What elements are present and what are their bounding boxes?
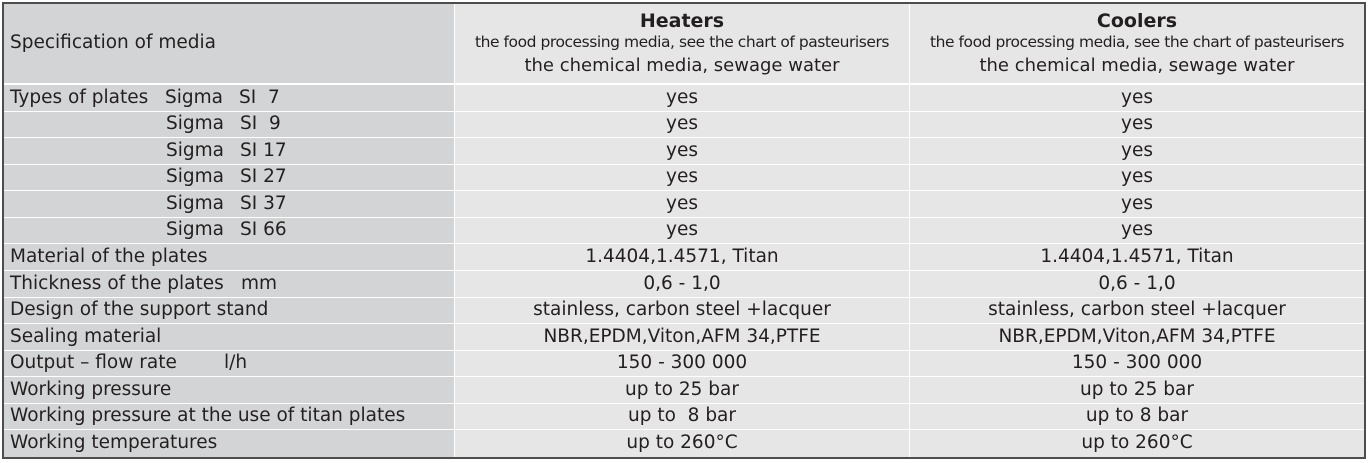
heaters-media-chemical: the chemical media, sewage water xyxy=(524,54,840,76)
thickness-coolers-value: 0,6 - 1,0 xyxy=(909,271,1364,298)
heaters-header xyxy=(454,4,909,85)
coolers-title: Coolers xyxy=(1096,10,1178,33)
flow-rate-label xyxy=(4,351,454,378)
thickness-label xyxy=(4,271,454,298)
sealing-coolers-value: NBR,EPDM,Viton,AFM 34,PTFE xyxy=(909,324,1364,351)
plate-code: SI 27 xyxy=(240,166,287,188)
spec-media-label xyxy=(4,4,454,85)
plate-name: Sigma xyxy=(165,86,223,108)
plate-coolers-value: yes xyxy=(909,191,1364,218)
plate-row-label xyxy=(4,112,454,139)
plate-name: Sigma xyxy=(166,219,224,241)
row-label-text: Working temperatures xyxy=(10,432,218,454)
working-pressure-label xyxy=(4,377,454,404)
plate-row-label xyxy=(4,85,454,112)
plate-row-label xyxy=(4,165,454,192)
heaters-media-food: the food processing media, see the chart of pasteurisers xyxy=(474,33,890,52)
titan-pressure-label xyxy=(4,404,454,431)
plate-code: SI 37 xyxy=(240,192,287,214)
plate-coolers-value: yes xyxy=(909,85,1364,112)
plate-coolers-value: yes xyxy=(909,165,1364,192)
working-temperature-label xyxy=(4,430,454,457)
row-label-text: Material of the plates xyxy=(10,245,208,267)
plate-coolers-value: yes xyxy=(909,112,1364,139)
row-label-text: Output – flow rate xyxy=(10,352,177,374)
plate-name: Sigma xyxy=(166,166,224,188)
plate-code: SI 7 xyxy=(239,86,280,108)
support-stand-coolers-value: stainless, carbon steel +lacquer xyxy=(909,298,1364,325)
plate-coolers-value: yes xyxy=(909,218,1364,245)
plate-code: SI 66 xyxy=(240,219,287,241)
plate-heaters-value: yes xyxy=(454,112,909,139)
plate-name: Sigma xyxy=(166,192,224,214)
coolers-media-food: the food processing media, see the chart of pasteurisers xyxy=(929,33,1345,52)
sealing-label xyxy=(4,324,454,351)
plate-name: Sigma xyxy=(166,139,224,161)
row-label-text: Thickness of the plates xyxy=(10,272,224,294)
plate-code: SI 17 xyxy=(240,139,287,161)
working-temperature-heaters-value: up to 260°C xyxy=(454,430,909,457)
working-pressure-heaters-value: up to 25 bar xyxy=(454,377,909,404)
sealing-heaters-value: NBR,EPDM,Viton,AFM 34,PTFE xyxy=(454,324,909,351)
plate-heaters-value: yes xyxy=(454,218,909,245)
row-label-text: Working pressure at the use of titan plates xyxy=(10,405,406,427)
plate-row-label xyxy=(4,191,454,218)
material-label xyxy=(4,244,454,271)
heaters-title: Heaters xyxy=(639,10,725,33)
material-coolers-value: 1.4404,1.4571, Titan xyxy=(909,244,1364,271)
row-label-text: Design of the support stand xyxy=(10,299,269,321)
plate-row-label xyxy=(4,218,454,245)
plate-heaters-value: yes xyxy=(454,191,909,218)
row-unit-text: mm xyxy=(241,272,278,294)
plate-name: Sigma xyxy=(166,113,224,135)
plate-code: SI 9 xyxy=(240,113,281,135)
thickness-heaters-value: 0,6 - 1,0 xyxy=(454,271,909,298)
support-stand-label xyxy=(4,298,454,325)
plate-heaters-value: yes xyxy=(454,165,909,192)
plate-heaters-value: yes xyxy=(454,138,909,165)
titan-pressure-coolers-value: up to 8 bar xyxy=(909,404,1364,431)
row-unit-text: l/h xyxy=(224,352,248,374)
flow-rate-heaters-value: 150 - 300 000 xyxy=(454,351,909,378)
spec-media-text: Specification of media xyxy=(10,32,216,54)
specification-table xyxy=(2,2,1366,459)
plate-coolers-value: yes xyxy=(909,138,1364,165)
working-pressure-coolers-value: up to 25 bar xyxy=(909,377,1364,404)
titan-pressure-heaters-value: up to 8 bar xyxy=(454,404,909,431)
coolers-media-chemical: the chemical media, sewage water xyxy=(979,54,1295,76)
row-label-text: Sealing material xyxy=(10,325,162,347)
support-stand-heaters-value: stainless, carbon steel +lacquer xyxy=(454,298,909,325)
row-label-text: Working pressure xyxy=(10,378,172,400)
plate-row-label xyxy=(4,138,454,165)
working-temperature-coolers-value: up to 260°C xyxy=(909,430,1364,457)
coolers-header xyxy=(909,4,1364,85)
flow-rate-coolers-value: 150 - 300 000 xyxy=(909,351,1364,378)
material-heaters-value: 1.4404,1.4571, Titan xyxy=(454,244,909,271)
plate-types-label: Types of plates xyxy=(10,86,149,108)
plate-heaters-value: yes xyxy=(454,85,909,112)
